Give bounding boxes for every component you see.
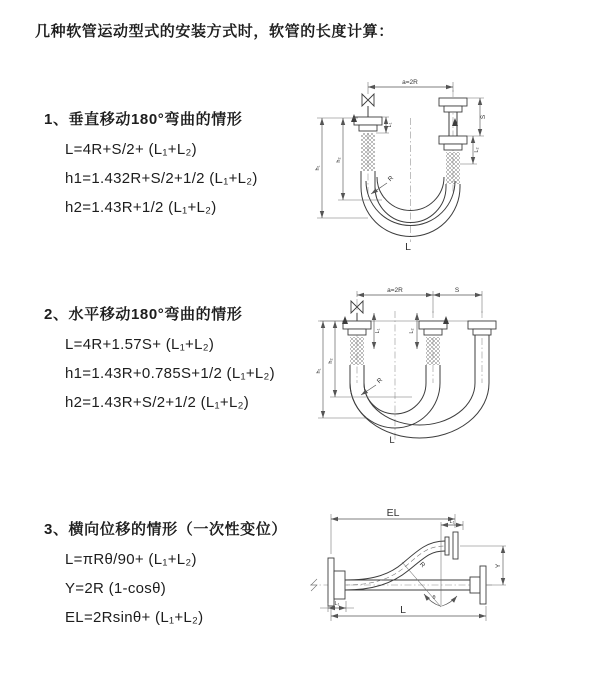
hose-u-bends — [350, 335, 489, 438]
left-flange — [328, 558, 345, 606]
dimension-l1 — [374, 313, 381, 349]
dimension-el — [331, 507, 455, 554]
formula-s2-h1: h1=1.43R+0.785S+1/2 (L₁+L₂) — [65, 365, 275, 382]
label-a2r: a=2R — [387, 287, 403, 294]
diagram-horizontal-180-bend — [312, 283, 600, 460]
right-flange — [470, 566, 486, 604]
upper-flange — [445, 532, 458, 559]
formula-s1-h2: h2=1.43R+1/2 (L₁+L₂) — [65, 199, 217, 216]
right-pipe-flange — [468, 321, 496, 335]
valve-icon — [362, 94, 374, 117]
label-theta: θ — [432, 595, 436, 601]
dimension-l2 — [409, 313, 417, 349]
page-title: 几种软管运动型式的安装方式时，软管的长度计算： — [35, 23, 394, 40]
left-pipe-flange — [342, 316, 371, 365]
label-s: S — [454, 287, 460, 294]
angle-theta — [424, 594, 457, 606]
formula-s1-L: L=4R+S/2+ (L₁+L₂) — [65, 141, 197, 158]
section-2-heading: 2、水平移动180°弯曲的情形 — [44, 306, 243, 323]
label-y: Y — [495, 563, 502, 569]
label-h2: h₂ — [336, 157, 342, 163]
label-l-total: L — [405, 241, 411, 253]
section-3-heading: 3、横向位移的情形（一次性变位） — [44, 521, 287, 538]
centerlines — [357, 299, 482, 441]
label-l2: L₂ — [409, 328, 415, 334]
formula-s3-EL: EL=2Rsinθ+ (L₁+L₂) — [65, 609, 204, 626]
formula-s2-h2: h2=1.43R+S/2+1/2 (L₁+L₂) — [65, 394, 250, 411]
formula-s3-L: L=πRθ/90+ (L₁+L₂) — [65, 551, 197, 568]
label-h1: h₁ — [315, 165, 321, 171]
right-pipe-flanges — [439, 98, 467, 184]
section-3 — [44, 518, 287, 626]
dimension-s — [467, 98, 487, 136]
dimension-l1-top — [441, 519, 463, 530]
label-l2: L₂ — [474, 147, 480, 153]
label-l1-top: L₁ — [449, 519, 455, 525]
centerlines — [368, 90, 453, 242]
label-s: S — [480, 114, 487, 120]
label-r: R — [386, 174, 396, 184]
formula-s1-h1: h1=1.432R+S/2+1/2 (L₁+L₂) — [65, 170, 258, 187]
dimension-l — [331, 604, 486, 621]
formula-s2-L: L=4R+1.57S+ (L₁+L₂) — [65, 336, 215, 353]
section-1 — [44, 108, 258, 216]
label-r: R — [417, 560, 427, 570]
label-l-total: L — [400, 604, 406, 616]
label-el: EL — [386, 507, 400, 519]
section-2 — [44, 303, 275, 411]
dimension-l1-bottom — [320, 601, 354, 612]
middle-pipe-flange — [419, 316, 449, 365]
diagram-vertical-180-bend — [310, 72, 600, 257]
left-pipe-flange — [351, 114, 382, 171]
label-l1: L₁ — [375, 328, 381, 334]
hose-s-curve — [345, 541, 445, 590]
label-r: R — [375, 376, 385, 386]
label-l-total: L — [389, 435, 395, 446]
dimension-a-2r-s — [357, 287, 482, 313]
diagram-lateral-displacement — [300, 500, 600, 645]
pipe-break-mark — [311, 579, 317, 591]
label-l1: L₁ — [387, 122, 393, 128]
formula-s3-Y: Y=2R (1-cosθ) — [65, 580, 167, 597]
label-h1: h₁ — [316, 368, 322, 374]
label-l1-bottom: L₁ — [334, 601, 340, 607]
label-h2: h₂ — [328, 358, 334, 364]
section-1-heading: 1、垂直移动180°弯曲的情形 — [44, 111, 243, 128]
dimension-a-2r — [368, 79, 453, 94]
label-a2r: a=2R — [402, 79, 418, 86]
